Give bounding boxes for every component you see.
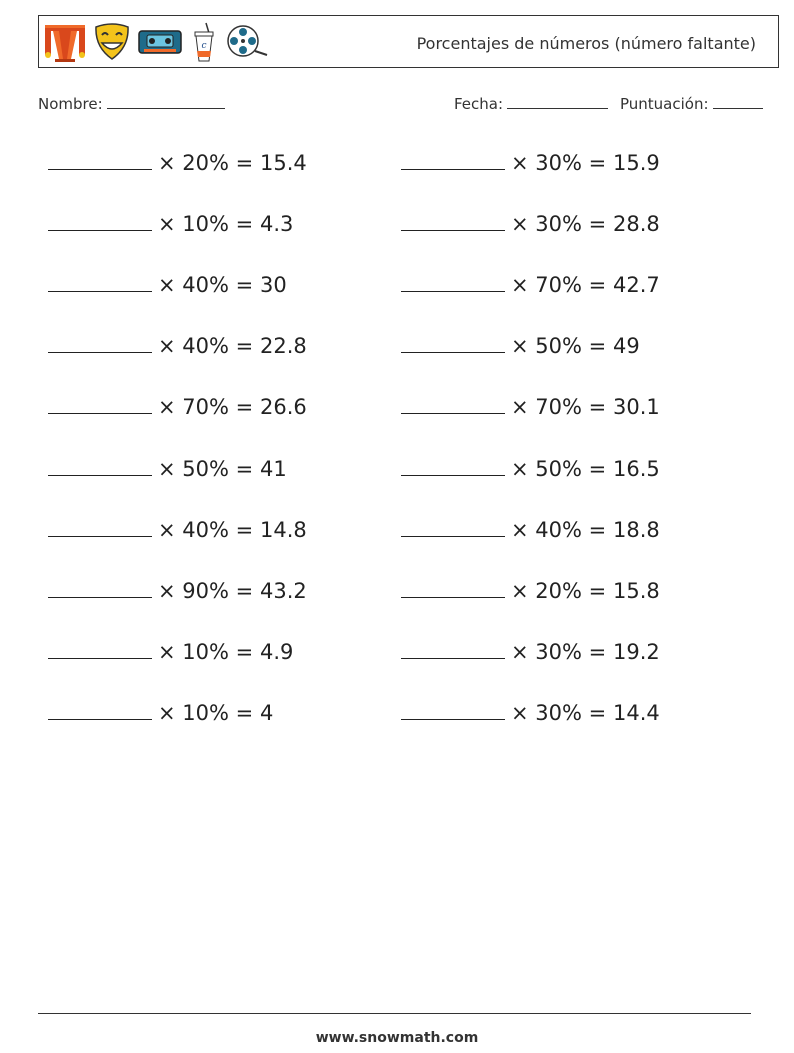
result-value: 22.8 — [259, 334, 307, 358]
answer-blank[interactable] — [401, 458, 505, 476]
problem-left-2 — [48, 213, 293, 235]
problem-right-5 — [401, 396, 660, 418]
soda-cup-icon — [189, 21, 219, 63]
problem-expression — [158, 334, 307, 358]
result-value: 18.8 — [612, 518, 660, 542]
equals-sign: = — [235, 457, 254, 481]
percent-value: 40% — [182, 273, 229, 297]
percent-value: 40% — [182, 518, 229, 542]
problem-left-10 — [48, 702, 273, 724]
result-value: 4.9 — [259, 640, 294, 664]
times-sign: × — [158, 518, 176, 542]
times-sign: × — [158, 395, 176, 419]
answer-blank[interactable] — [401, 519, 505, 537]
percent-value: 70% — [535, 395, 582, 419]
answer-blank[interactable] — [48, 274, 152, 292]
percent-value: 70% — [182, 395, 229, 419]
problem-expression — [511, 151, 660, 175]
times-sign: × — [511, 579, 529, 603]
percent-value: 10% — [182, 701, 229, 725]
result-value: 14.4 — [612, 701, 660, 725]
equals-sign: = — [588, 212, 607, 236]
problem-left-4 — [48, 335, 307, 357]
times-sign: × — [511, 151, 529, 175]
theater-curtain-icon — [43, 21, 87, 63]
problem-expression — [511, 457, 660, 481]
problem-expression — [158, 212, 293, 236]
answer-blank[interactable] — [401, 335, 505, 353]
equals-sign: = — [235, 701, 254, 725]
answer-blank[interactable] — [48, 396, 152, 414]
footer-divider — [38, 1013, 751, 1014]
times-sign: × — [158, 579, 176, 603]
times-sign: × — [158, 151, 176, 175]
problem-expression — [158, 151, 307, 175]
date-label: Fecha: — [454, 95, 504, 113]
problem-right-8 — [401, 580, 660, 602]
problem-expression — [158, 395, 307, 419]
problem-left-6 — [48, 458, 287, 480]
equals-sign: = — [235, 518, 254, 542]
problem-right-4 — [401, 335, 640, 357]
times-sign: × — [158, 334, 176, 358]
problem-expression — [158, 640, 293, 664]
times-sign: × — [158, 701, 176, 725]
name-line[interactable] — [107, 95, 225, 109]
equals-sign: = — [588, 640, 607, 664]
answer-blank[interactable] — [48, 335, 152, 353]
result-value: 15.8 — [612, 579, 660, 603]
equals-sign: = — [235, 151, 254, 175]
score-label: Puntuación: — [620, 95, 709, 113]
equals-sign: = — [235, 395, 254, 419]
percent-value: 40% — [535, 518, 582, 542]
problem-expression — [511, 334, 640, 358]
result-value: 19.2 — [612, 640, 660, 664]
times-sign: × — [511, 273, 529, 297]
answer-blank[interactable] — [48, 152, 152, 170]
answer-blank[interactable] — [401, 396, 505, 414]
times-sign: × — [511, 640, 529, 664]
problem-expression — [511, 701, 660, 725]
problem-expression — [511, 212, 660, 236]
answer-blank[interactable] — [401, 152, 505, 170]
equals-sign: = — [235, 579, 254, 603]
answer-blank[interactable] — [401, 641, 505, 659]
result-value: 4 — [259, 701, 274, 725]
problem-left-7 — [48, 519, 307, 541]
times-sign: × — [511, 457, 529, 481]
result-value: 42.7 — [612, 273, 660, 297]
name-field — [38, 95, 225, 113]
times-sign: × — [511, 395, 529, 419]
result-value: 15.4 — [259, 151, 307, 175]
percent-value: 30% — [535, 212, 582, 236]
equals-sign: = — [588, 701, 607, 725]
problem-expression — [158, 518, 307, 542]
result-value: 41 — [259, 457, 287, 481]
result-value: 30 — [259, 273, 287, 297]
problem-expression — [511, 395, 660, 419]
percent-value: 10% — [182, 640, 229, 664]
problem-expression — [158, 579, 307, 603]
svg-text:c: c — [201, 41, 207, 51]
worksheet-header — [38, 15, 779, 68]
problem-left-8 — [48, 580, 307, 602]
problem-expression — [158, 457, 287, 481]
problem-right-3 — [401, 274, 660, 296]
answer-blank[interactable] — [48, 213, 152, 231]
percent-value: 90% — [182, 579, 229, 603]
equals-sign: = — [588, 579, 607, 603]
equals-sign: = — [588, 395, 607, 419]
problem-expression — [511, 518, 660, 542]
times-sign: × — [158, 273, 176, 297]
result-value: 15.9 — [612, 151, 660, 175]
problem-right-6 — [401, 458, 660, 480]
percent-value: 40% — [182, 334, 229, 358]
equals-sign: = — [588, 334, 607, 358]
problem-right-7 — [401, 519, 660, 541]
equals-sign: = — [588, 151, 607, 175]
problem-right-10 — [401, 702, 660, 724]
problem-right-2 — [401, 213, 660, 235]
answer-blank[interactable] — [48, 458, 152, 476]
answer-blank[interactable] — [48, 641, 152, 659]
answer-blank[interactable] — [401, 213, 505, 231]
percent-value: 50% — [182, 457, 229, 481]
equals-sign: = — [588, 518, 607, 542]
percent-value: 20% — [535, 579, 582, 603]
date-line[interactable] — [507, 95, 608, 109]
equals-sign: = — [588, 273, 607, 297]
problem-expression — [158, 701, 273, 725]
problem-left-5 — [48, 396, 307, 418]
percent-value: 30% — [535, 701, 582, 725]
result-value: 16.5 — [612, 457, 660, 481]
smiling-mask-icon — [93, 21, 131, 63]
name-label: Nombre: — [38, 95, 103, 113]
problem-expression — [511, 579, 660, 603]
percent-value: 10% — [182, 212, 229, 236]
score-line[interactable] — [713, 95, 763, 109]
percent-value: 50% — [535, 334, 582, 358]
times-sign: × — [158, 457, 176, 481]
film-reel-icon — [225, 21, 269, 63]
problem-right-9 — [401, 641, 660, 663]
problem-right-1 — [401, 152, 660, 174]
answer-blank[interactable] — [401, 702, 505, 720]
percent-value: 30% — [535, 151, 582, 175]
header-icons — [43, 21, 269, 63]
result-value: 26.6 — [259, 395, 307, 419]
problem-left-1 — [48, 152, 307, 174]
times-sign: × — [158, 212, 176, 236]
equals-sign: = — [235, 212, 254, 236]
equals-sign: = — [235, 640, 254, 664]
percent-value: 30% — [535, 640, 582, 664]
result-value: 49 — [612, 334, 640, 358]
times-sign: × — [158, 640, 176, 664]
result-value: 4.3 — [259, 212, 294, 236]
equals-sign: = — [235, 334, 254, 358]
result-value: 30.1 — [612, 395, 660, 419]
percent-value: 70% — [535, 273, 582, 297]
times-sign: × — [511, 518, 529, 542]
videotape-icon — [137, 21, 183, 63]
answer-blank[interactable] — [48, 702, 152, 720]
worksheet-title: Porcentajes de números (número faltante) — [416, 34, 756, 53]
problem-left-9 — [48, 641, 293, 663]
problem-expression — [511, 273, 660, 297]
problem-expression — [511, 640, 660, 664]
footer-site: www.snowmath.com — [315, 1030, 479, 1046]
percent-value: 20% — [182, 151, 229, 175]
problem-expression — [158, 273, 287, 297]
score-field — [620, 95, 763, 113]
times-sign: × — [511, 212, 529, 236]
result-value: 43.2 — [259, 579, 307, 603]
result-value: 14.8 — [259, 518, 307, 542]
answer-blank[interactable] — [401, 580, 505, 598]
equals-sign: = — [235, 273, 254, 297]
date-field — [454, 95, 608, 113]
problem-left-3 — [48, 274, 287, 296]
percent-value: 50% — [535, 457, 582, 481]
answer-blank[interactable] — [401, 274, 505, 292]
equals-sign: = — [588, 457, 607, 481]
answer-blank[interactable] — [48, 519, 152, 537]
answer-blank[interactable] — [48, 580, 152, 598]
result-value: 28.8 — [612, 212, 660, 236]
times-sign: × — [511, 701, 529, 725]
times-sign: × — [511, 334, 529, 358]
